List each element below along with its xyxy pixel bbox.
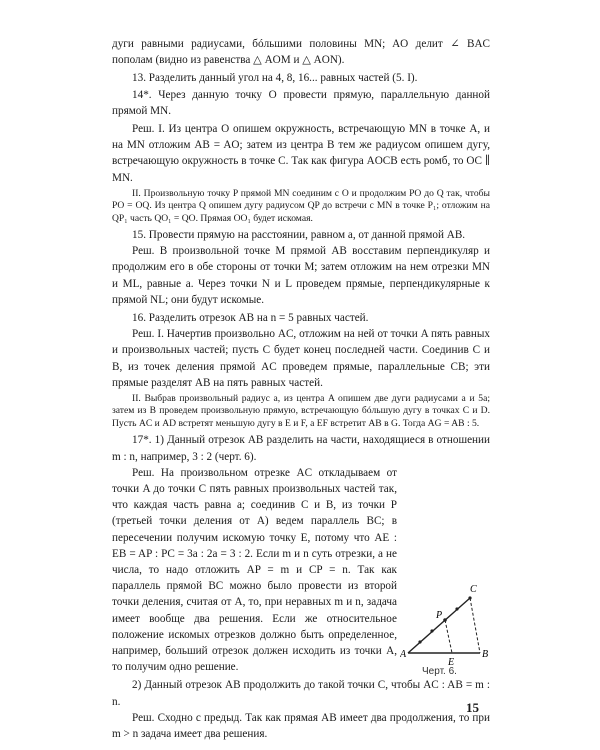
problem-17: 17*. 1) Данный отрезок AB разделить на части, находящиеся в отношении m : n, например, 3 : 2 (черт. 6).	[112, 434, 490, 463]
label-e: E	[448, 657, 455, 668]
division-point	[418, 640, 421, 643]
division-point	[455, 607, 458, 610]
problem-14: 14*. Через данную точку O провести прямую, параллельную данной прямой MN.	[112, 88, 490, 117]
label-p: P	[436, 610, 443, 621]
text-continuation: дуги равными радиусами, бóльшими половины MN; AO делит ∠ BAC пополам (видно из равенства △ AOM и △ AON).	[112, 38, 490, 67]
problem-13: 13. Разделить данный угол на 4, 8, 16... равных частей (5. I).	[132, 72, 418, 85]
solution-14-part-2: II. Произвольную точку P прямой MN соединим с O и продолжим PO до Q так, чтобы PO = OQ. Из центра Q опишем дугу радиусом QP до встречи с MN в точке P₁; отложим на QP₁ часть QO₁ = QO. Прямая OO₁ будет искомая.	[112, 187, 490, 224]
problem-17-part-2: 2) Данный отрезок AB продолжить до такой точки C, чтобы AC : AB = m : n.	[112, 679, 490, 708]
figure-caption: Черт. 6.	[422, 666, 457, 677]
segment-pe	[445, 620, 452, 653]
solution-15: Реш. В произвольной точке M прямой AB восставим перпендикуляр и продолжим его в обе стороны от точки M; затем отложим на нем отрезки MN и ML, равные a. Через точки N и L проведем прямые, перпендикулярные к прямой NL; они будут искомые.	[112, 245, 490, 306]
solution-14-part-1: Реш. I. Из центра O опишем окружность, встречающую MN в точке A, и на MN отложим AB = AO; затем из центра B тем же радиусом опишем дугу, встречающую окружность в точке C. Так как фигура AOCB есть ромб, то OC ∥ MN.	[112, 123, 490, 184]
segment-ac	[408, 598, 470, 653]
label-a: A	[400, 649, 407, 660]
problem-15: 15. Провести прямую на расстоянии, равном a, от данной прямой AB.	[132, 229, 466, 242]
problem-16: 16. Разделить отрезок AB на n = 5 равных частей.	[132, 312, 369, 325]
point-c	[468, 596, 471, 599]
solution-16-part-2: II. Выбрав произвольный радиус a, из центра A опишем две дуги радиусами a и 5a; затем из B проведем произвольную прямую, встречающую бóльшую дугу в точках C и D. Пусть AC и AD встретят меньшую дугу в E и F, а EF встретит AB в G. Тогда AG = AB : 5.	[112, 393, 490, 429]
point-p	[443, 618, 447, 622]
figure-6	[400, 578, 490, 678]
solution-17-part-2: Реш. Сходно с предыд. Так как прямая AB имеет два продолжения, то при m > n задача имеет два решения.	[112, 711, 490, 740]
segment-cb	[470, 598, 480, 653]
solution-16-part-1: Реш. I. Начертив произвольно AC, отложим на ней от точки A пять равных и произвольных частей; пусть C будет конец последней части. Соединив C и B, из точек деления прямой AC проведем прямые, параллельные CB; эти прямые разделят AB на пять равных частей.	[112, 328, 490, 389]
page-number: 15	[466, 700, 479, 715]
label-b: B	[482, 649, 489, 660]
solution-17-part-1: Реш. На произвольном отрезке AC откладываем от точки A до точки C пять равных произвольных частей так, что каждая часть равна a; соединив C и B, из точки P (третьей точки деления от A) ведем параллель BC; в пересечении получим искомую точку E, потому что AE : EB = AP : PC = 3a : 2a = 3 : 2. Если m и n суть отрезки, а не числа, то надо отложить AP = m и CP = n. Так как параллель прямой BC можно было провести из второй точки деления, считая от A, то, при неравных m и n, задача имеет вообще два решения. Если же относительное положение искомых отрезков должно быть определенное, например, больший отрезок должен исходить из точки A, то получим одно решение.	[112, 466, 397, 674]
label-c: C	[470, 584, 477, 595]
division-point	[430, 629, 433, 632]
figure-6-drawing	[400, 578, 490, 668]
